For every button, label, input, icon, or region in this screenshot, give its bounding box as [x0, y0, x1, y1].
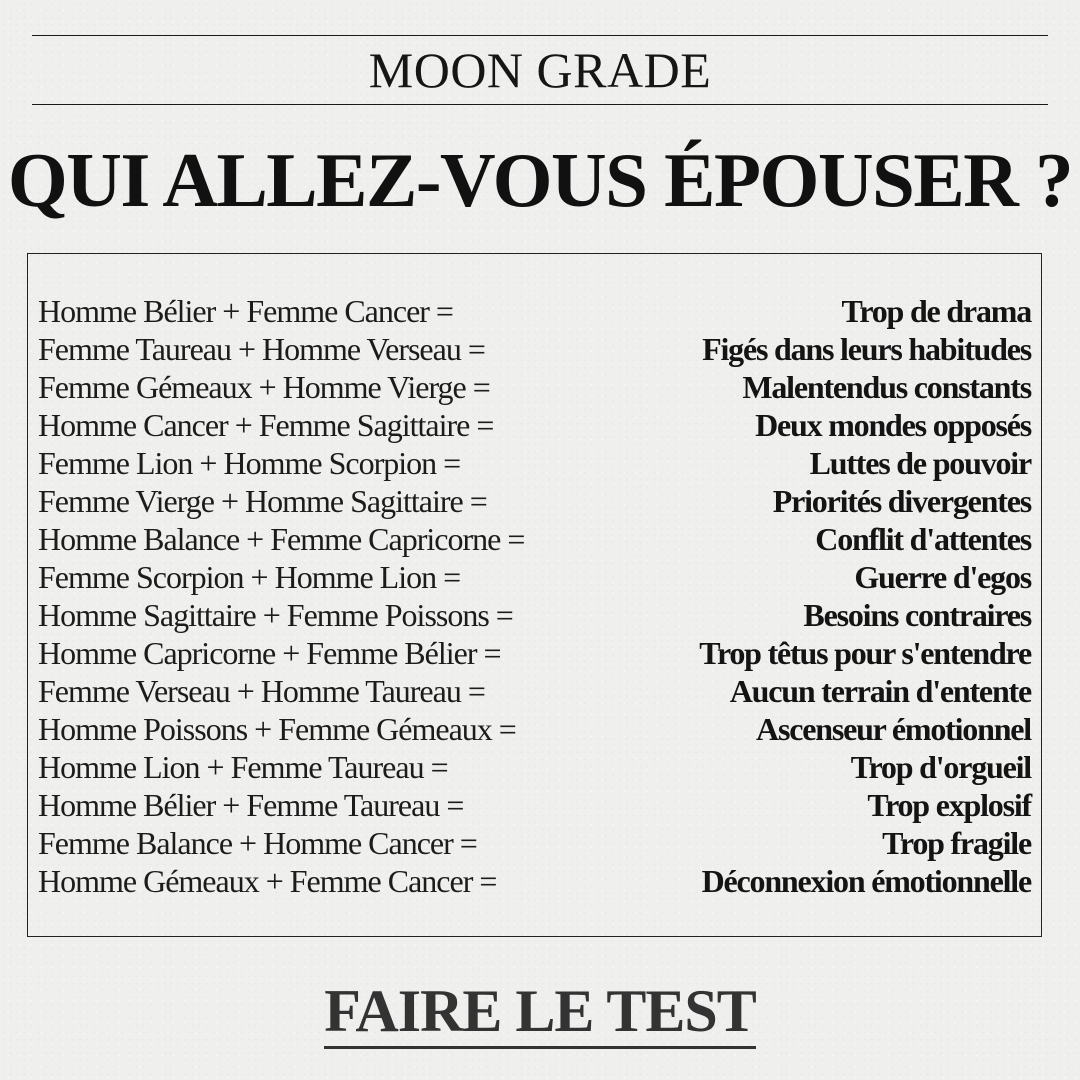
compatibility-result: Trop de drama — [841, 293, 1031, 329]
list-item — [38, 520, 1031, 558]
list-item — [38, 748, 1031, 786]
list-item — [38, 292, 1031, 330]
compatibility-result: Luttes de pouvoir — [809, 445, 1031, 481]
compatibility-box — [27, 253, 1042, 937]
sign-pair: Homme Cancer + Femme Sagittaire = — [38, 407, 494, 443]
sign-pair: Homme Bélier + Femme Taureau = — [38, 787, 464, 823]
sign-pair: Femme Vierge + Homme Sagittaire = — [38, 483, 487, 519]
list-item — [38, 482, 1031, 520]
sign-pair: Homme Sagittaire + Femme Poissons = — [38, 597, 513, 633]
compatibility-result: Guerre d'egos — [854, 559, 1031, 595]
compatibility-result: Trop explosif — [867, 787, 1031, 823]
list-item — [38, 406, 1031, 444]
list-item — [38, 862, 1031, 900]
compatibility-result: Deux mondes opposés — [755, 407, 1031, 443]
list-item — [38, 330, 1031, 368]
page-headline: QUI ALLEZ-VOUS ÉPOUSER ? — [7, 137, 1073, 223]
compatibility-result: Déconnexion émotionnelle — [701, 863, 1031, 899]
sign-pair: Femme Verseau + Homme Taureau = — [38, 673, 485, 709]
sign-pair: Femme Lion + Homme Scorpion = — [38, 445, 461, 481]
compatibility-list — [38, 292, 1031, 900]
take-test-link[interactable]: FAIRE LE TEST — [324, 976, 756, 1049]
sign-pair: Homme Lion + Femme Taureau = — [38, 749, 448, 785]
sign-pair: Homme Balance + Femme Capricorne = — [38, 521, 525, 557]
list-item — [38, 444, 1031, 482]
sign-pair: Femme Taureau + Homme Verseau = — [38, 331, 485, 367]
sign-pair: Homme Gémeaux + Femme Cancer = — [38, 863, 497, 899]
sign-pair: Femme Gémeaux + Homme Vierge = — [38, 369, 490, 405]
sign-pair: Homme Capricorne + Femme Bélier = — [38, 635, 501, 671]
list-item — [38, 710, 1031, 748]
compatibility-result: Trop fragile — [882, 825, 1031, 861]
compatibility-result: Priorités divergentes — [772, 483, 1031, 519]
compatibility-result: Trop d'orgueil — [850, 749, 1031, 785]
sign-pair: Femme Scorpion + Homme Lion = — [38, 559, 461, 595]
list-item — [38, 558, 1031, 596]
list-item — [38, 824, 1031, 862]
list-item — [38, 672, 1031, 710]
compatibility-result: Malentendus constants — [742, 369, 1031, 405]
list-item — [38, 634, 1031, 672]
sign-pair: Homme Bélier + Femme Cancer = — [38, 293, 453, 329]
compatibility-result: Aucun terrain d'entente — [729, 673, 1031, 709]
sign-pair: Homme Poissons + Femme Gémeaux = — [38, 711, 516, 747]
header-rule — [32, 104, 1048, 105]
list-item — [38, 368, 1031, 406]
brand-title: MOON GRADE — [368, 42, 712, 98]
cta-container — [0, 976, 1080, 1049]
list-item — [38, 786, 1031, 824]
sign-pair: Femme Balance + Homme Cancer = — [38, 825, 477, 861]
compatibility-result: Trop têtus pour s'entendre — [699, 635, 1031, 671]
top-rule — [32, 35, 1048, 36]
compatibility-result: Ascenseur émotionnel — [756, 711, 1031, 747]
list-item — [38, 596, 1031, 634]
compatibility-result: Figés dans leurs habitudes — [702, 331, 1031, 367]
compatibility-result: Besoins contraires — [803, 597, 1031, 633]
compatibility-result: Conflit d'attentes — [815, 521, 1031, 557]
